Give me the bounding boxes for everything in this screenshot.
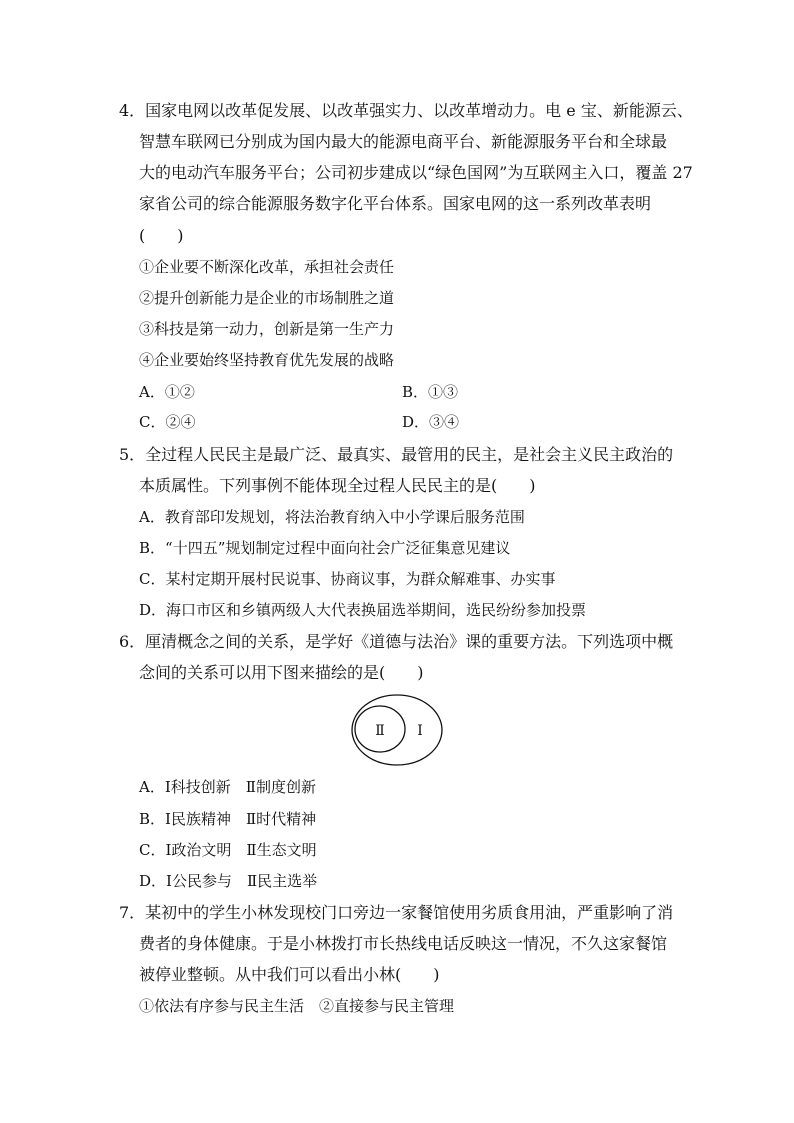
question-5-option-d[interactable]: D．海口市区和乡镇两级人大代表换届选举期间，选民纷纷参加投票 (139, 601, 587, 619)
question-5-option-b[interactable]: B．“十四五”规划制定过程中面向社会广泛征集意见建议 (139, 539, 511, 557)
question-4-statement-1: ①企业要不断深化改革，承担社会责任 (139, 258, 395, 276)
question-7-line-1: 7．某初中的学生小林发现校门口旁边一家餐馆使用劣质食用油，严重影响了消 (119, 903, 674, 922)
question-5-option-c[interactable]: C．某村定期开展村民说事、协商议事，为群众解难事、办实事 (139, 570, 556, 588)
question-6-line-1: 6．厘清概念之间的关系，是学好《道德与法治》课的重要方法。下列选项中概 (119, 632, 674, 651)
question-6-option-d[interactable]: D．Ⅰ公民参与 Ⅱ民主选举 (139, 872, 318, 890)
question-4-line-3: 大的电动汽车服务平台；公司初步建成以“绿色国网”为互联网主入口，覆盖 27 (139, 163, 693, 182)
question-4-statement-3: ③科技是第一动力，创新是第一生产力 (139, 320, 395, 338)
question-4-answer-blank: ( ) (139, 226, 184, 245)
question-5-line-1: 5．全过程人民民主是最广泛、最真实、最管用的民主，是社会主义民主政治的 (119, 445, 674, 464)
question-7-line-3: 被停业整顿。从中我们可以看出小林( ) (139, 965, 440, 984)
question-7-line-2: 费者的身体健康。于是小林拨打市长热线电话反映这一情况，不久这家餐馆 (139, 934, 668, 953)
question-4-option-b[interactable]: B．①③ (402, 383, 459, 401)
concept-relation-diagram (350, 693, 444, 767)
question-5-line-2: 本质属性。下列事例不能体现全过程人民民主的是( ) (139, 476, 536, 495)
question-4-option-d[interactable]: D．③④ (402, 413, 460, 431)
question-4-option-c[interactable]: C．②④ (139, 413, 196, 431)
question-4-statement-4: ④企业要始终坚持教育优先发展的战略 (139, 351, 395, 369)
question-4-line-2: 智慧车联网已分别成为国内最大的能源电商平台、新能源服务平台和全球最 (139, 132, 668, 151)
question-5-option-a[interactable]: A．教育部印发规划，将法治教育纳入中小学课后服务范围 (139, 508, 525, 526)
question-4-line-4: 家省公司的综合能源服务数字化平台体系。国家电网的这一系列改革表明 (139, 194, 652, 213)
question-6-option-c[interactable]: C．Ⅰ政治文明 Ⅱ生态文明 (139, 841, 317, 859)
question-6-line-2: 念间的关系可以用下图来描绘的是( ) (139, 663, 424, 682)
outer-ellipse (352, 695, 442, 765)
question-7-statements: ①依法有序参与民主生活 ②直接参与民主管理 (139, 997, 455, 1015)
question-4-line-1: 4．国家电网以改革促发展、以改革强实力、以改革增动力。电 e 宝、新能源云、 (119, 101, 693, 120)
question-6-option-b[interactable]: B．Ⅰ民族精神 Ⅱ时代精神 (139, 810, 317, 828)
inner-ellipse-label: Ⅱ (375, 723, 385, 739)
outer-ellipse-label: Ⅰ (417, 723, 423, 739)
question-4-option-a[interactable]: A．①② (139, 383, 195, 401)
question-6-option-a[interactable]: A．Ⅰ科技创新 Ⅱ制度创新 (139, 778, 316, 796)
question-4-statement-2: ②提升创新能力是企业的市场制胜之道 (139, 289, 395, 307)
